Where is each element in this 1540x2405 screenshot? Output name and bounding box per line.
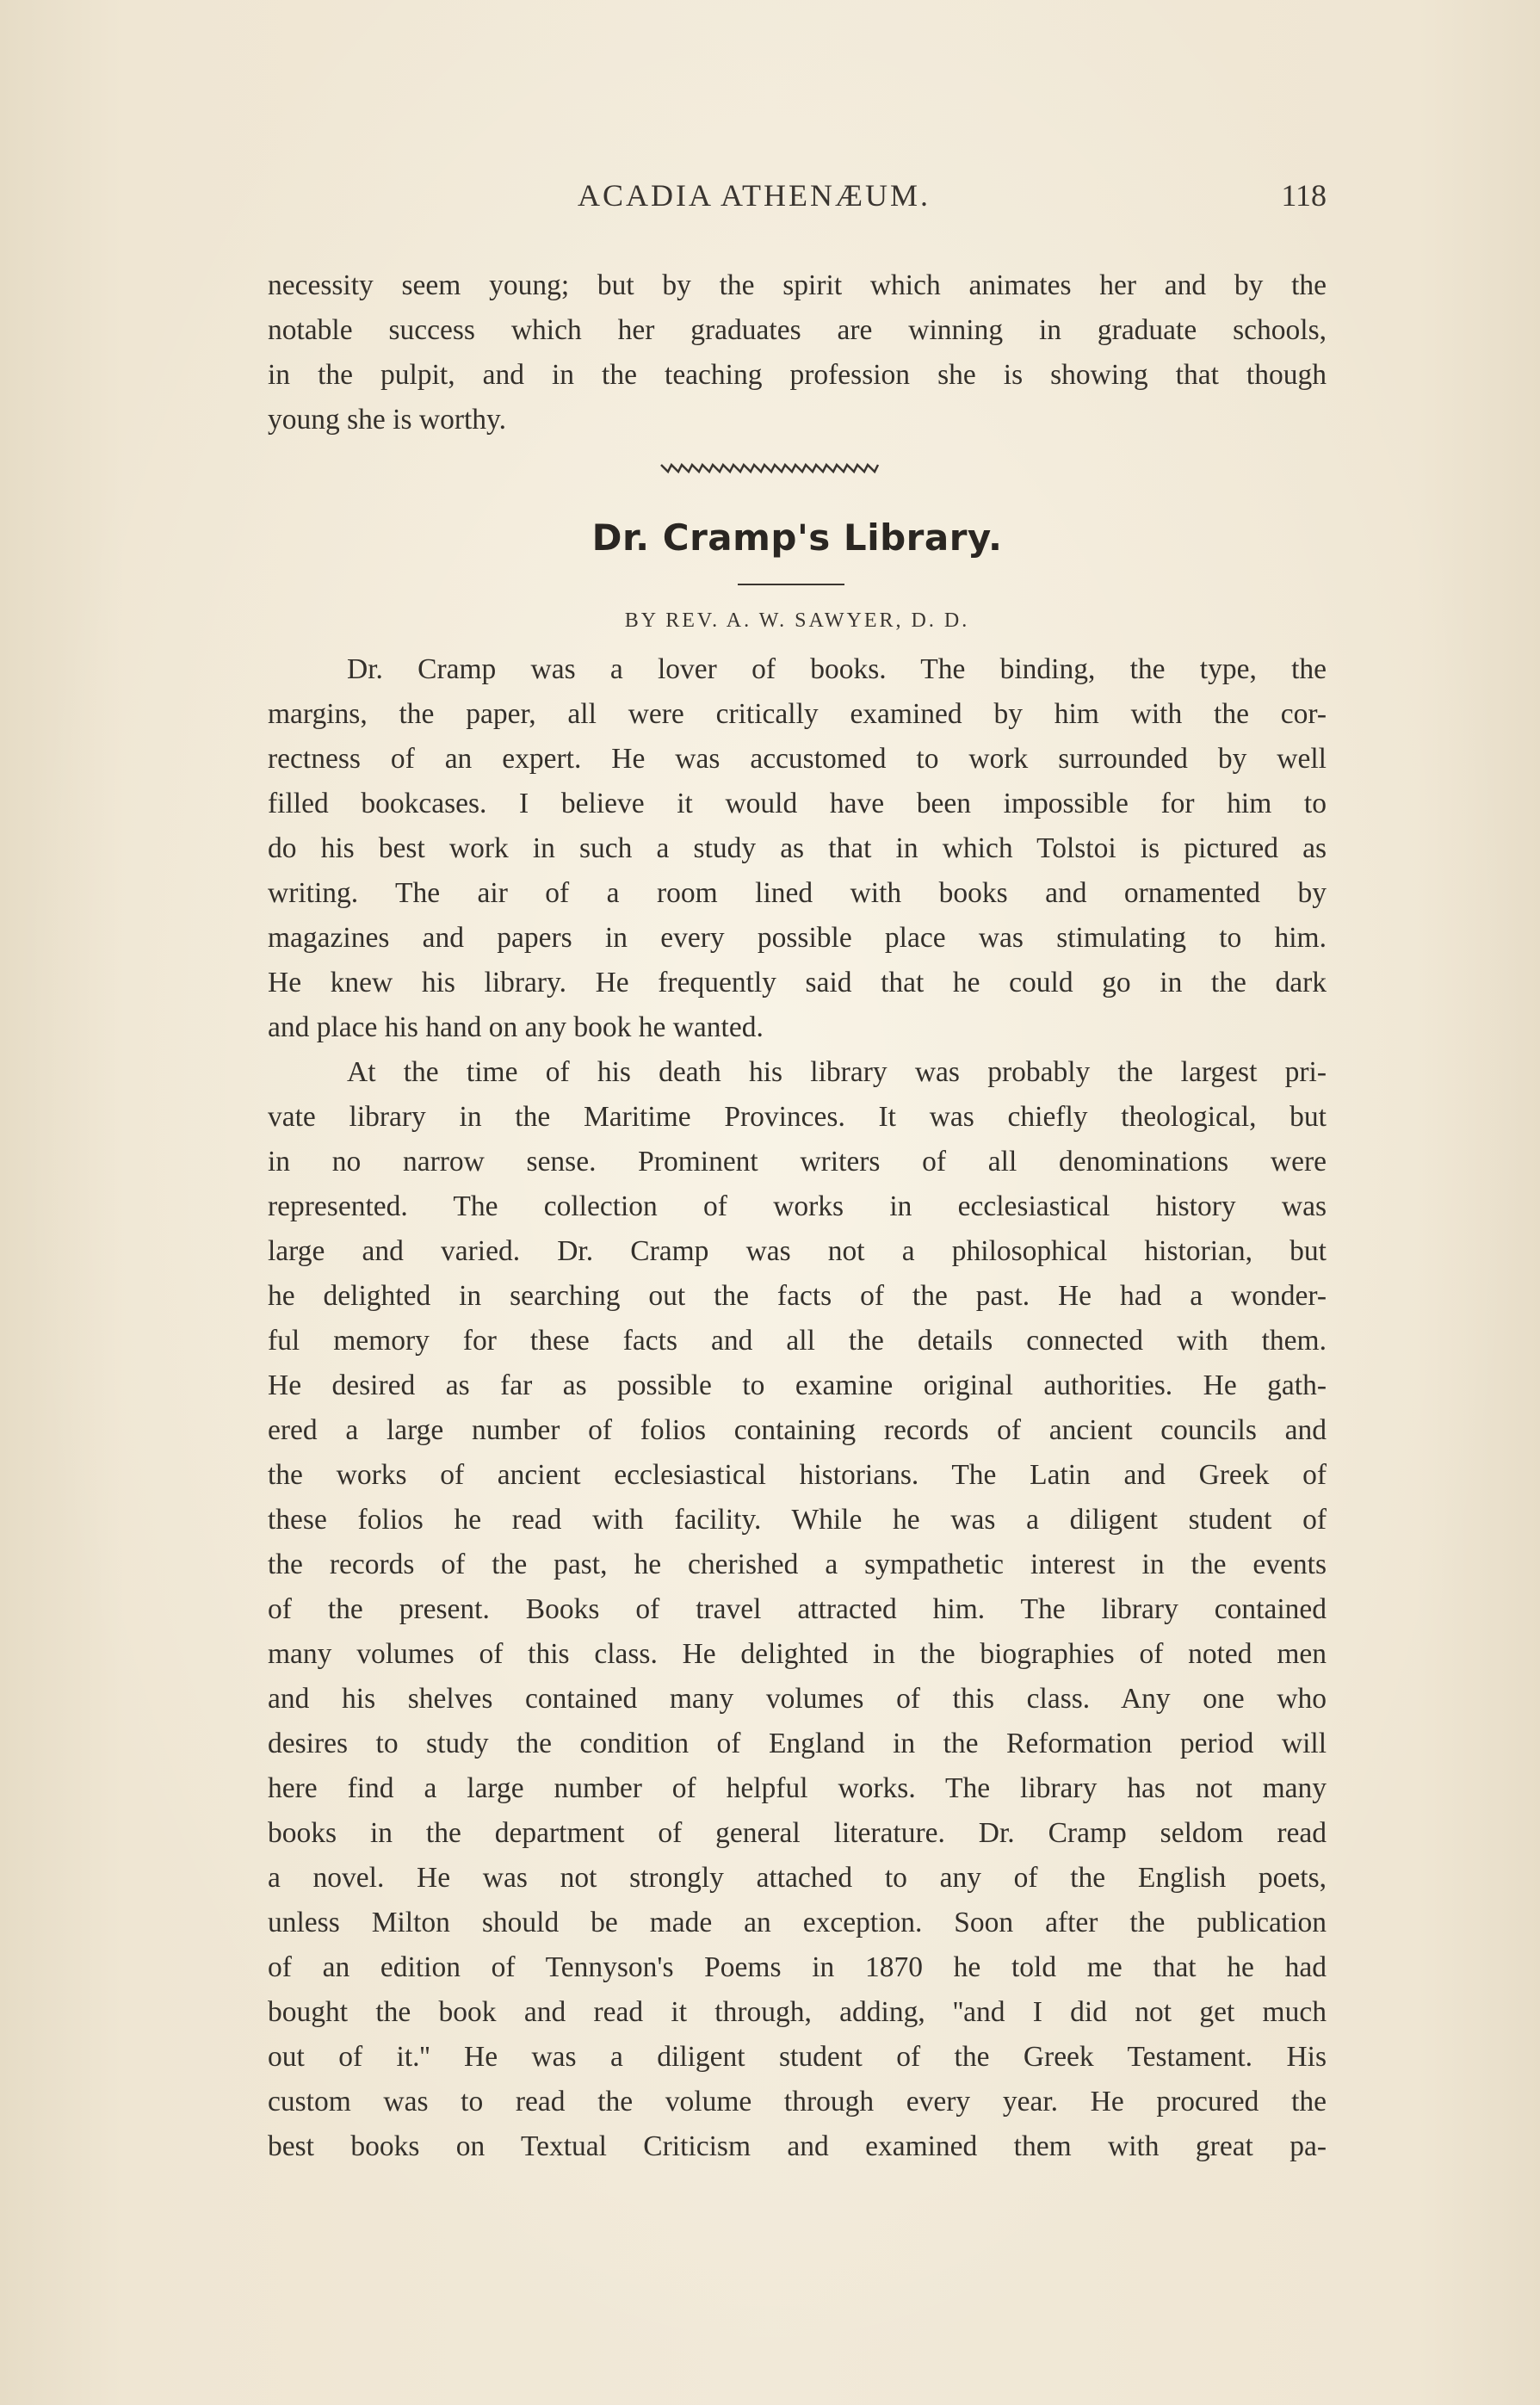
text-line: of the present. Books of travel attracted him. The library contained bbox=[268, 1593, 1327, 1625]
text-line: writing. The air of a room lined with books and ornamented by bbox=[268, 877, 1327, 909]
article-body bbox=[268, 647, 1327, 2169]
text-line: books in the department of general literature. Dr. Cramp seldom read bbox=[268, 1817, 1327, 1849]
intro-paragraph bbox=[268, 263, 1327, 442]
text-line: a novel. He was not strongly attached to any of the English poets, bbox=[268, 1862, 1327, 1894]
page-number: 118 bbox=[1281, 178, 1327, 213]
text-line: vate library in the Maritime Provinces. It was chiefly theological, but bbox=[268, 1101, 1327, 1133]
text-line: custom was to read the volume through every year. He procured the bbox=[268, 2086, 1327, 2118]
text-line: ered a large number of folios containing records of ancient councils and bbox=[268, 1414, 1327, 1446]
text-line: filled bookcases. I believe it would have been impossible for him to bbox=[268, 788, 1327, 819]
text-line: rectness of an expert. He was accustomed to work surrounded by well bbox=[268, 743, 1327, 775]
text-line: margins, the paper, all were critically examined by him with the cor- bbox=[268, 698, 1327, 730]
text-line: the works of ancient ecclesiastical historians. The Latin and Greek of bbox=[268, 1459, 1327, 1491]
text-line: necessity seem young; but by the spirit which animates her and by the bbox=[268, 269, 1327, 301]
article-title: Dr. Cramp's Library. bbox=[591, 516, 1003, 559]
ornament-divider bbox=[659, 460, 881, 477]
text-line: unless Milton should be made an exception. Soon after the publication bbox=[268, 1907, 1327, 1938]
text-line: young she is worthy. bbox=[268, 404, 506, 436]
text-line: out of it.'' He was a diligent student of the Greek Testament. His bbox=[268, 2041, 1327, 2073]
text-line: Dr. Cramp was a lover of books. The binding, the type, the bbox=[347, 653, 1327, 685]
text-line: in no narrow sense. Prominent writers of all denominations were bbox=[268, 1146, 1327, 1178]
text-line: He desired as far as possible to examine original authorities. He gath- bbox=[268, 1369, 1327, 1401]
text-line: he delighted in searching out the facts of the past. He had a wonder- bbox=[268, 1280, 1327, 1312]
text-line: represented. The collection of works in ecclesiastical history was bbox=[268, 1190, 1327, 1222]
text-line: bought the book and read it through, adding, ''and I did not get much bbox=[268, 1996, 1327, 2028]
text-line: these folios he read with facility. While he was a diligent student of bbox=[268, 1504, 1327, 1536]
text-line: desires to study the condition of England in the Reformation period will bbox=[268, 1728, 1327, 1759]
title-rule bbox=[738, 584, 844, 585]
article-byline: BY REV. A. W. SAWYER, D. D. bbox=[624, 609, 970, 632]
text-line: the records of the past, he cherished a sympathetic interest in the events bbox=[268, 1549, 1327, 1580]
text-line: of an edition of Tennyson's Poems in 1870 he told me that he had bbox=[268, 1951, 1327, 1983]
text-line: many volumes of this class. He delighted in the biographies of noted men bbox=[268, 1638, 1327, 1670]
text-line: At the time of his death his library was probably the largest pri- bbox=[347, 1056, 1327, 1088]
text-line: large and varied. Dr. Cramp was not a philosophical historian, but bbox=[268, 1235, 1327, 1267]
running-header bbox=[268, 177, 1327, 220]
text-line: do his best work in such a study as that in which Tolstoi is pictured as bbox=[268, 832, 1327, 864]
running-title: ACADIA ATHENÆUM. bbox=[578, 178, 931, 213]
text-line: in the pulpit, and in the teaching profession she is showing that though bbox=[268, 359, 1327, 391]
text-line: magazines and papers in every possible place was stimulating to him. bbox=[268, 922, 1327, 954]
text-line: He knew his library. He frequently said that he could go in the dark bbox=[268, 967, 1327, 998]
text-line: ful memory for these facts and all the details connected with them. bbox=[268, 1325, 1327, 1357]
text-line: best books on Textual Criticism and examined them with great pa- bbox=[268, 2130, 1327, 2162]
text-line: here find a large number of helpful works. The library has not many bbox=[268, 1772, 1327, 1804]
text-line: and his shelves contained many volumes of this class. Any one who bbox=[268, 1683, 1327, 1715]
text-line: notable success which her graduates are winning in graduate schools, bbox=[268, 314, 1327, 346]
text-line: and place his hand on any book he wanted. bbox=[268, 1011, 764, 1043]
